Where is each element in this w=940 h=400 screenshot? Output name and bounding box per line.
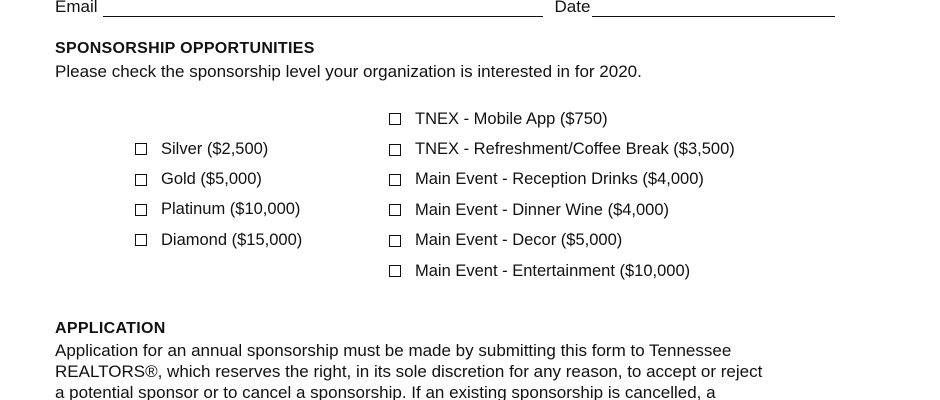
sponsorship-levels-list	[135, 134, 302, 256]
email-label: Email	[55, 0, 98, 16]
checkbox[interactable]	[389, 113, 401, 125]
event-option-dinner-wine[interactable]	[389, 195, 735, 225]
checkbox[interactable]	[389, 204, 401, 216]
checkbox[interactable]	[389, 144, 401, 156]
sponsorship-instruction: Please check the sponsorship level your organization is interested in for 2020.	[55, 62, 642, 81]
event-option-mobile-app[interactable]	[389, 104, 735, 134]
level-option-gold[interactable]	[135, 164, 302, 194]
level-label: Platinum ($10,000)	[161, 200, 301, 219]
application-line: REALTORS®, which reserves the right, in its sole discretion for any reason, to accept or reject	[55, 362, 763, 381]
event-option-coffee-break[interactable]	[389, 134, 735, 164]
application-line: Application for an annual sponsorship must be made by submitting this form to Tennessee	[55, 341, 732, 360]
level-option-platinum[interactable]	[135, 195, 302, 225]
checkbox[interactable]	[135, 234, 147, 246]
event-label: TNEX - Mobile App ($750)	[415, 109, 608, 128]
event-label: Main Event - Entertainment ($10,000)	[415, 261, 691, 280]
application-line: a potential sponsor or to cancel a sponsorship. If an existing sponsorship is cancelled, a	[55, 383, 716, 400]
event-option-reception-drinks[interactable]	[389, 165, 735, 195]
level-label: Diamond ($15,000)	[161, 230, 303, 249]
checkbox[interactable]	[389, 174, 401, 186]
checkbox[interactable]	[135, 174, 147, 186]
email-field[interactable]	[103, 0, 543, 17]
application-heading: APPLICATION	[55, 320, 166, 337]
level-option-diamond[interactable]	[135, 225, 302, 255]
checkbox[interactable]	[135, 204, 147, 216]
checkbox[interactable]	[135, 143, 147, 155]
event-label: Main Event - Dinner Wine ($4,000)	[415, 200, 670, 219]
event-option-entertainment[interactable]	[389, 256, 735, 286]
application-text	[55, 340, 885, 400]
event-sponsorships-list	[389, 104, 735, 286]
event-label: Main Event - Decor ($5,000)	[415, 231, 623, 250]
level-option-silver[interactable]	[135, 134, 302, 164]
contact-row	[55, 0, 835, 17]
checkbox[interactable]	[389, 235, 401, 247]
event-option-decor[interactable]	[389, 226, 735, 256]
sponsorship-heading: SPONSORSHIP OPPORTUNITIES	[55, 40, 315, 57]
checkbox[interactable]	[389, 265, 401, 277]
level-label: Silver ($2,500)	[161, 139, 269, 158]
event-label: Main Event - Reception Drinks ($4,000)	[415, 170, 704, 189]
event-label: TNEX - Refreshment/Coffee Break ($3,500)	[415, 140, 735, 159]
date-field[interactable]	[592, 0, 835, 17]
date-label: Date	[554, 0, 591, 16]
level-label: Gold ($5,000)	[161, 170, 262, 189]
